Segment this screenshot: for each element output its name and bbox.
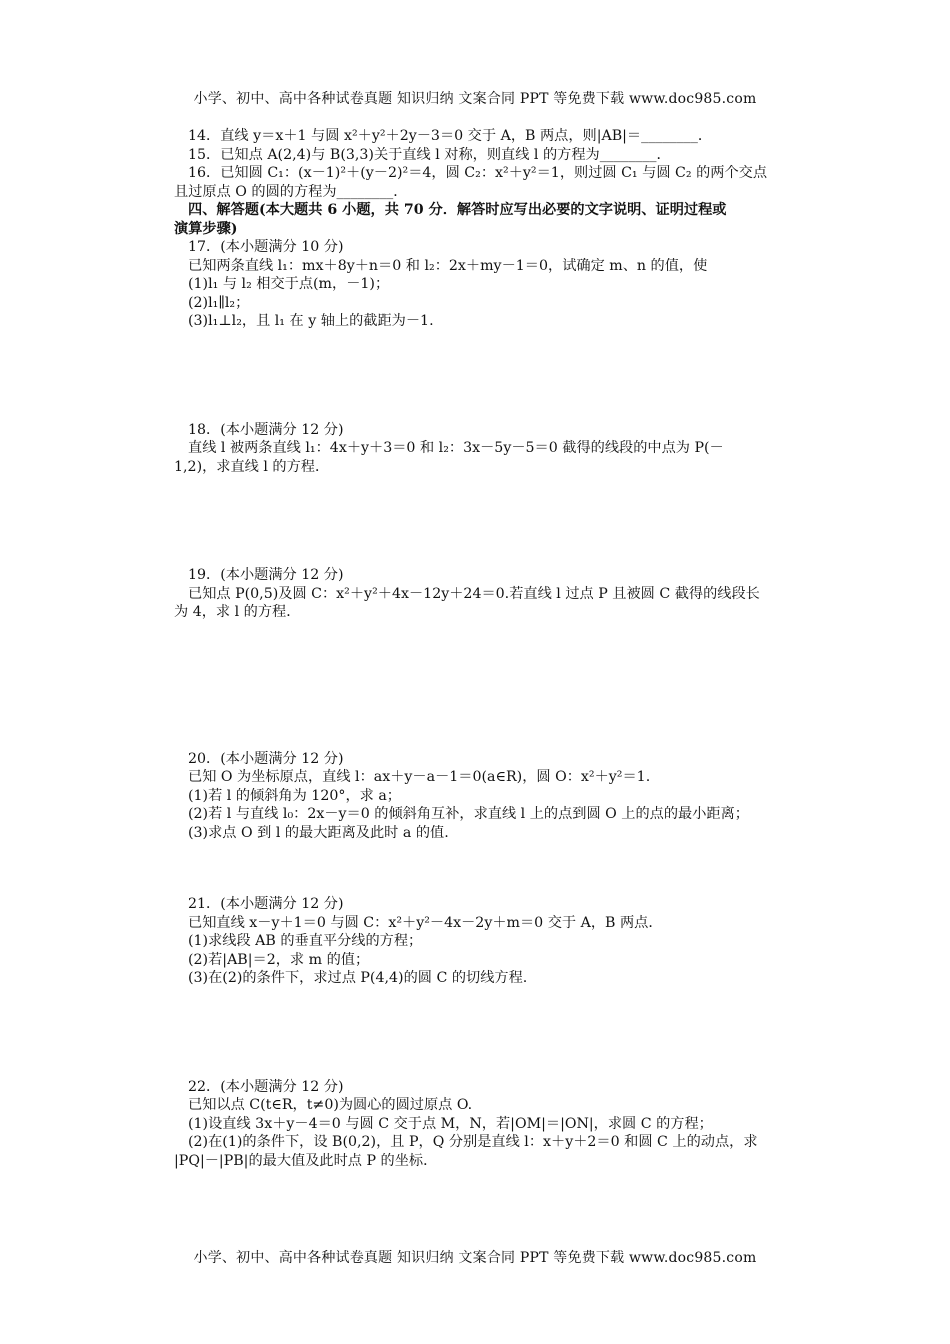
exam-content [174,127,806,1170]
question-15: 15．已知点 A(2,4)与 B(3,3)关于直线 l 对称，则直线 l 的方程为________． [188,146,671,163]
section-four-heading-cont: 演算步骤) [174,220,238,237]
question-17-title: 17．(本小题满分 10 分) [188,239,344,255]
question-16-line1: 16．已知圆 C₁：(x－1)²＋(y－2)²＝4，圆 C₂：x²＋y²＝1，则过圆 C₁ 与圆 C₂ 的两个交点 [188,165,768,181]
page-header: 小学、初中、高中各种试卷真题 知识归纳 文案合同 PPT 等免费下载 www.doc985.com [193,91,757,107]
question-19-title: 19．(本小题满分 12 分) [188,567,344,583]
question-19-stem-line1: 已知点 P(0,5)及圆 C：x²＋y²＋4x－12y＋24＝0.若直线 l 过点 P 且被圆 C 截得的线段长 [188,585,760,602]
question-20-title: 20．(本小题满分 12 分) [188,750,344,767]
answer-space-18 [174,476,806,566]
question-21-part3: (3)在(2)的条件下，求过点 P(4,4)的圆 C 的切线方程. [188,970,528,986]
question-16-line2: 且过原点 O 的圆的方程为________． [174,183,408,200]
question-21-part1: (1)求线段 AB 的垂直平分线的方程； [188,933,423,949]
question-18-stem-line2: 1,2)，求直线 l 的方程． [174,458,330,475]
question-21-stem: 已知直线 x－y＋1＝0 与圆 C：x²＋y²－4x－2y＋m＝0 交于 A，B 两点． [188,914,663,931]
question-17-stem: 已知两条直线 l₁：mx＋8y＋n＝0 和 l₂：2x＋my－1＝0，试确定 m、n 的值，使 [188,257,708,274]
question-17-part2: (2)l₁∥l₂； [188,294,250,311]
question-20-part2: (2)若 l 与直线 l₀：2x－y＝0 的倾斜角互补，求直线 l 上的点到圆 O 上的点的最小距离； [188,806,749,822]
question-20-part1: (1)若 l 的倾斜角为 120°，求 a； [188,787,401,804]
answer-space-20 [174,842,806,895]
question-22-part2-line2: |PQ|－|PB|的最大值及此时点 P 的坐标． [174,1152,438,1169]
page-footer: 小学、初中、高中各种试卷真题 知识归纳 文案合同 PPT 等免费下载 www.doc985.com [193,1250,757,1266]
section-four-heading: 四、解答题(本大题共 6 小题，共 70 分．解答时应写出必要的文字说明、证明过程或 [188,202,727,218]
question-17-part3: (3)l₁⊥l₂，且 l₁ 在 y 轴上的截距为－1. [188,313,434,329]
question-19-stem-line2: 为 4，求 l 的方程． [174,604,301,620]
answer-space-17 [174,331,806,421]
question-20-stem: 已知 O 为坐标原点，直线 l：ax＋y－a－1＝0(a∈R)，圆 O：x²＋y²＝1. [188,769,651,785]
question-22-title: 22．(本小题满分 12 分) [188,1078,344,1095]
answer-space-19 [174,622,806,750]
question-18-title: 18．(本小题满分 12 分) [188,421,344,438]
question-18-stem-line1: 直线 l 被两条直线 l₁：4x＋y＋3＝0 和 l₂：3x－5y－5＝0 截得的线段的中点为 P(－ [188,440,724,456]
question-14: 14．直线 y＝x＋1 与圆 x²＋y²＋2y－3＝0 交于 A，B 两点，则|AB|＝________． [188,128,713,144]
question-22-stem: 已知以点 C(t∈R，t≠0)为圆心的圆过原点 O. [188,1097,473,1113]
question-21-part2: (2)若|AB|＝2，求 m 的值； [188,951,370,968]
answer-space-21 [174,988,806,1078]
question-20-part3: (3)求点 O 到 l 的最大距离及此时 a 的值. [188,824,449,841]
question-17-part1: (1)l₁ 与 l₂ 相交于点(m，－1)； [188,276,390,292]
question-22-part2-line1: (2)在(1)的条件下，设 B(0,2)，且 P，Q 分别是直线 l：x＋y＋2＝0 和圆 C 上的动点，求 [188,1134,758,1150]
question-21-title: 21．(本小题满分 12 分) [188,896,344,912]
question-22-part1: (1)设直线 3x＋y－4＝0 与圆 C 交于点 M，N，若|OM|＝|ON|，求圆 C 的方程； [188,1115,713,1132]
